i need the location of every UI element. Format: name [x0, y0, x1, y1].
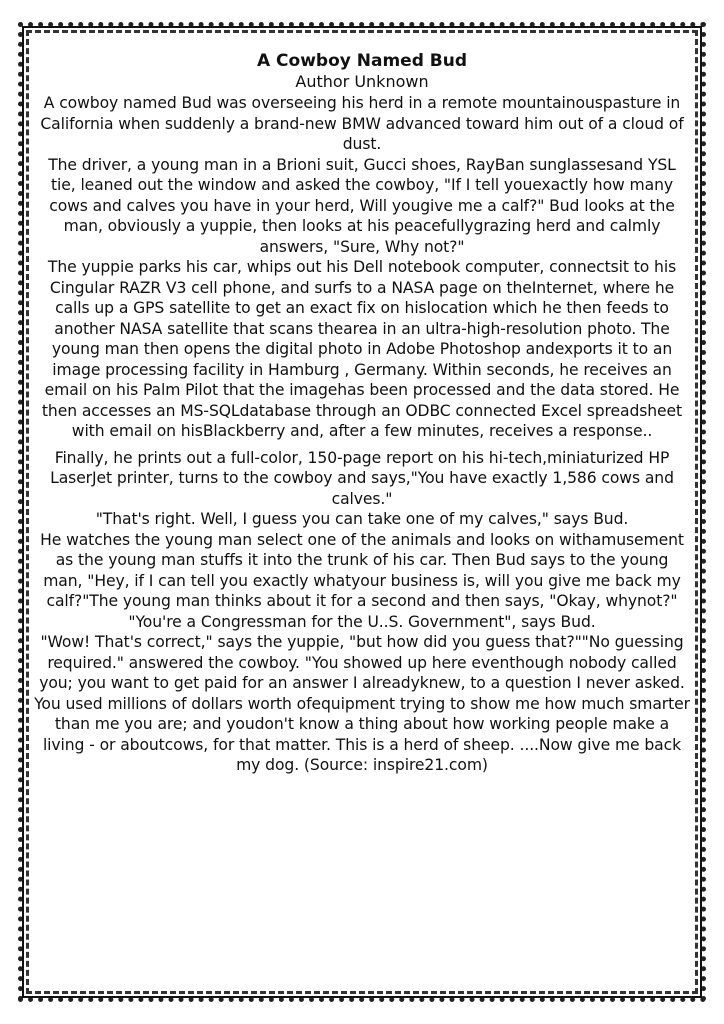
paragraph-intro: A cowboy named Bud was overseeing his herd in a remote mountainouspasture in California when suddenly a brand-new BMW advanced toward him out of a cloud of dust.: [40, 94, 684, 153]
paragraph-driver: The driver, a young man in a Brioni suit, Gucci shoes, RayBan sunglassesand YSL tie, leaned out the window and asked the cowboy, "If I tell youexactly how many cows and calves you have in your herd, Will yougive me a calf?" Bud looks at the man, obviously a yuppie, then looks at his peacefullygrazing herd and calmly answers, "Sure, Why not?": [48, 155, 676, 256]
story-content: [34, 50, 690, 776]
paragraph-congressman: "You're a Congressman for the U..S. Government", says Bud.: [128, 612, 596, 631]
paragraph-calf-taken: He watches the young man select one of the animals and looks on withamusement as the young man stuffs it into the trunk of his car. Then Bud says to the young man, "Hey, if I can tell you exactly whatyour business is, will you give me back my calf?"The young man thinks about it for a second and then says, "Okay, whynot?": [40, 530, 684, 610]
story-author: Author Unknown: [295, 72, 429, 91]
paragraph-punchline: "Wow! That's correct," says the yuppie, "but how did you guess that?""No guessing required." answered the cowboy. "You showed up here eventhough nobody called you; you want to get paid for an answer I alreadyknew, to a question I never asked. You used millions of dollars worth ofequipment trying to show me how much smarter than me you are; and youdon't know a thing about how working people make a living - or aboutcows, for that matter. This is a herd of sheep. ....Now give me back my dog. (Source: inspire21.com): [34, 633, 690, 774]
paragraph-bud-agrees: "That's right. Well, I guess you can take one of my calves," says Bud.: [95, 510, 629, 528]
story-title: A Cowboy Named Bud: [256, 51, 468, 71]
paragraph-technology: The yuppie parks his car, whips out his Dell notebook computer, connectsit to his Cingular RAZR V3 cell phone, and surfs to a NASA page on theInternet, where he calls up a GPS satellite to get an exact fix on hislocation which he then feeds to another NASA satellite that scans thearea in an ultra-high-resolution photo. The young man then opens the digital photo in Adobe Photoshop andexports it to an image processing facility in Hamburg , Germany. Within seconds, he receives an email on his Palm Pilot that the imagehas been processed and the data stored. He then accesses an MS-SQLdatabase through an ODBC connected Excel spreadsheet with email on hisBlackberry and, after a few minutes, receives a response..: [41, 258, 683, 440]
paragraph-report: Finally, he prints out a full-color, 150-page report on his hi-tech,miniaturized HP LaserJet printer, turns to the cowboy and says,"You have exactly 1,586 cows and calves.": [50, 448, 674, 508]
